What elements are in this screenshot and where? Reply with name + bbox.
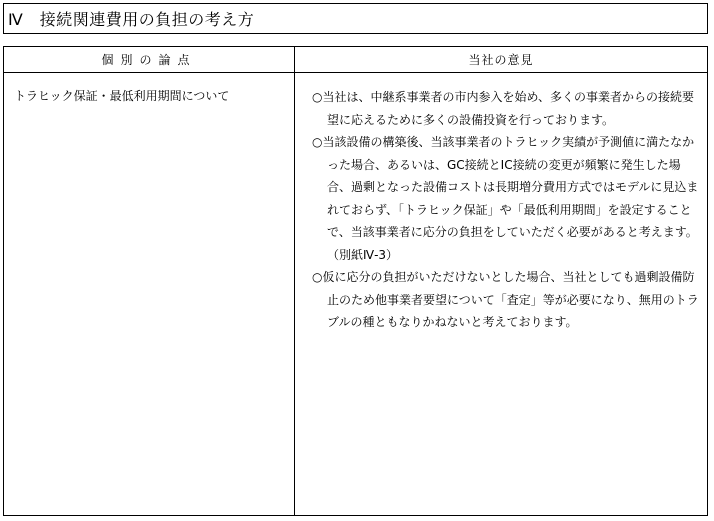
section-title: Ⅳ 接続関連費用の負担の考え方 [8, 10, 255, 29]
section-title-box [3, 3, 708, 34]
opinion-item-assessment: ○仮に応分の負担がいただけないとした場合、当社としても過剰設備防止のため他事業者要望について「査定」等が必要になり、無用のトラブルの種ともなりかねないと考えております。 [312, 270, 699, 329]
opinion-cell [312, 86, 704, 334]
opinion-item-investment: ○当社は、中継系事業者の市内参入を始め、多くの事業者からの接続要望に応えるために多くの設備投資を行っております。 [312, 90, 694, 127]
header-opinion: 当社の意見 [468, 53, 534, 67]
header-issue: 個別の論点 [101, 53, 197, 67]
table-header-row [4, 47, 707, 73]
column-divider [294, 47, 295, 515]
opinion-item-traffic-guarantee: ○当該設備の構築後、当該事業者のトラヒック実績が予測値に満たなかった場合、あるいは、GC接続とIC接続の変更が頻繁に発生した場合、過剰となった設備コストは長期増分費用方式ではモデルに見込まれておらず、「トラヒック保証」や「最低利用期間」を設定することで、当該事業者に応分の負担をしていただく必要があると考えます。（別紙Ⅳ-3） [312, 135, 699, 262]
issue-cell: トラヒック保証・最低利用期間について [14, 89, 230, 103]
issues-table [3, 46, 708, 516]
